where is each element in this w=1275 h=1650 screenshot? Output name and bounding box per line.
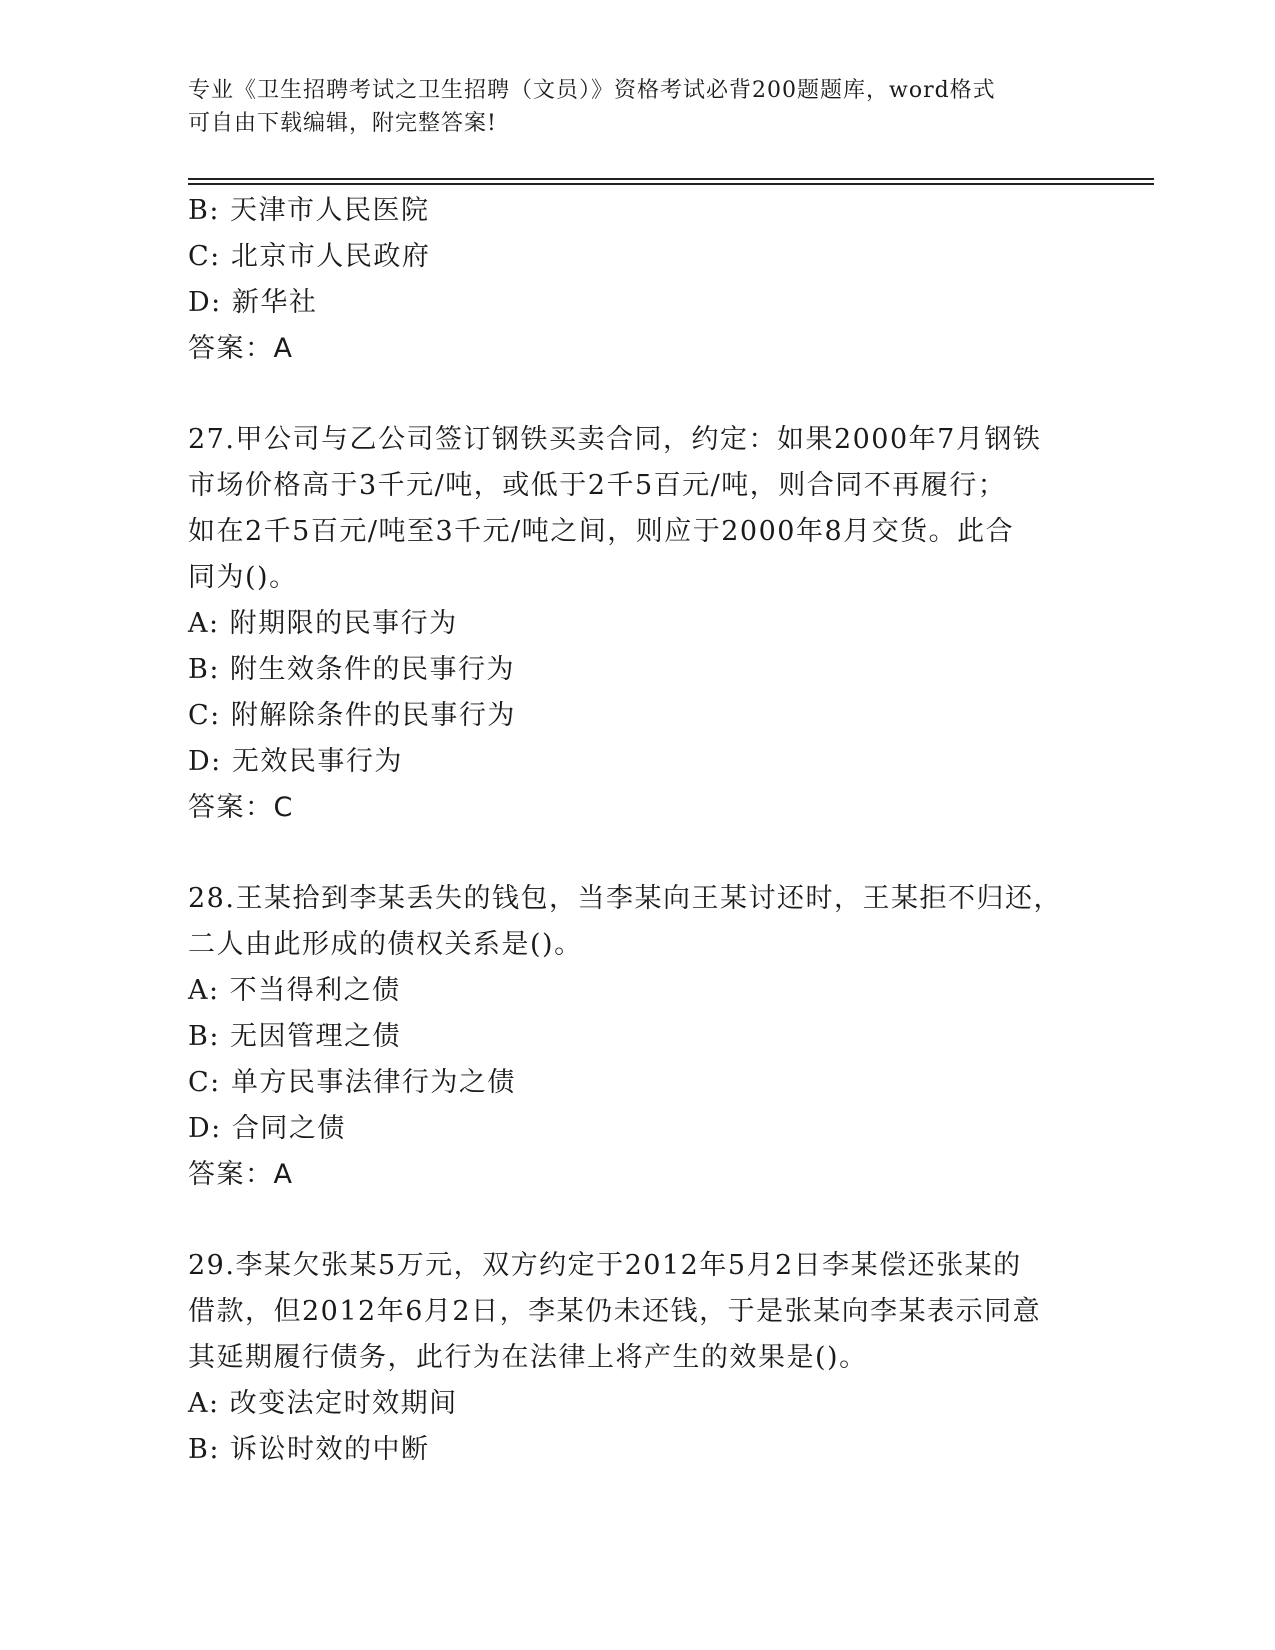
question-stem-line: 29.李某欠张某5万元，双方约定于2012年5月2日李某偿还张某的 <box>188 1250 1022 1281</box>
option-c: C: 单方民事法律行为之债 <box>188 1067 516 1098</box>
option-b: B: 附生效条件的民事行为 <box>188 654 516 685</box>
question-stem-line: 借款，但2012年6月2日，李某仍未还钱，于是张某向李某表示同意 <box>188 1296 1042 1327</box>
option-a: A: 附期限的民事行为 <box>188 608 458 639</box>
option-d: D: 新华社 <box>188 287 318 318</box>
question-stem-line: 其延期履行债务，此行为在法律上将产生的效果是()。 <box>188 1342 868 1373</box>
document-body <box>188 188 1088 1473</box>
option-c: C: 附解除条件的民事行为 <box>188 700 516 731</box>
header-line-1: 专业《卫生招聘考试之卫生招聘（文员）》资格考试必背200题题库，word格式 <box>188 78 996 103</box>
question-stem-line: 同为()。 <box>188 562 298 593</box>
option-b: B: 诉讼时效的中断 <box>188 1434 430 1465</box>
option-a: A: 改变法定时效期间 <box>188 1388 458 1419</box>
question-stem-line: 市场价格高于3千元/吨，或低于2千5百元/吨，则合同不再履行； <box>188 470 1007 501</box>
header-line-2: 可自由下载编辑，附完整答案! <box>188 111 497 136</box>
option-d: D: 合同之债 <box>188 1113 346 1144</box>
question-stem-line: 如在2千5百元/吨至3千元/吨之间，则应于2000年8月交货。此合 <box>188 516 1015 547</box>
header-divider-top <box>188 178 1154 180</box>
header-divider-bottom <box>188 183 1154 185</box>
option-a: A: 不当得利之债 <box>188 975 401 1006</box>
option-c: C: 北京市人民政府 <box>188 241 431 272</box>
question-28 <box>188 876 1088 1198</box>
question-29 <box>188 1243 1088 1473</box>
question-stem-line: 28.王某拾到李某丢失的钱包，当李某向王某讨还时，王某拒不归还， <box>188 883 1062 914</box>
option-d: D: 无效民事行为 <box>188 746 403 777</box>
question-stem-line: 二人由此形成的债权关系是()。 <box>188 929 583 960</box>
question-27 <box>188 417 1088 831</box>
option-b: B: 无因管理之债 <box>188 1021 402 1052</box>
answer-line: 答案：C <box>188 792 294 823</box>
document-header <box>188 74 1068 140</box>
question-stem-line: 27.甲公司与乙公司签订钢铁买卖合同，约定：如果2000年7月钢铁 <box>188 424 1042 455</box>
answer-line: 答案：A <box>188 1159 294 1190</box>
answer-line: 答案：A <box>188 333 294 364</box>
question-26-tail <box>188 188 1088 372</box>
option-b: B: 天津市人民医院 <box>188 195 430 226</box>
